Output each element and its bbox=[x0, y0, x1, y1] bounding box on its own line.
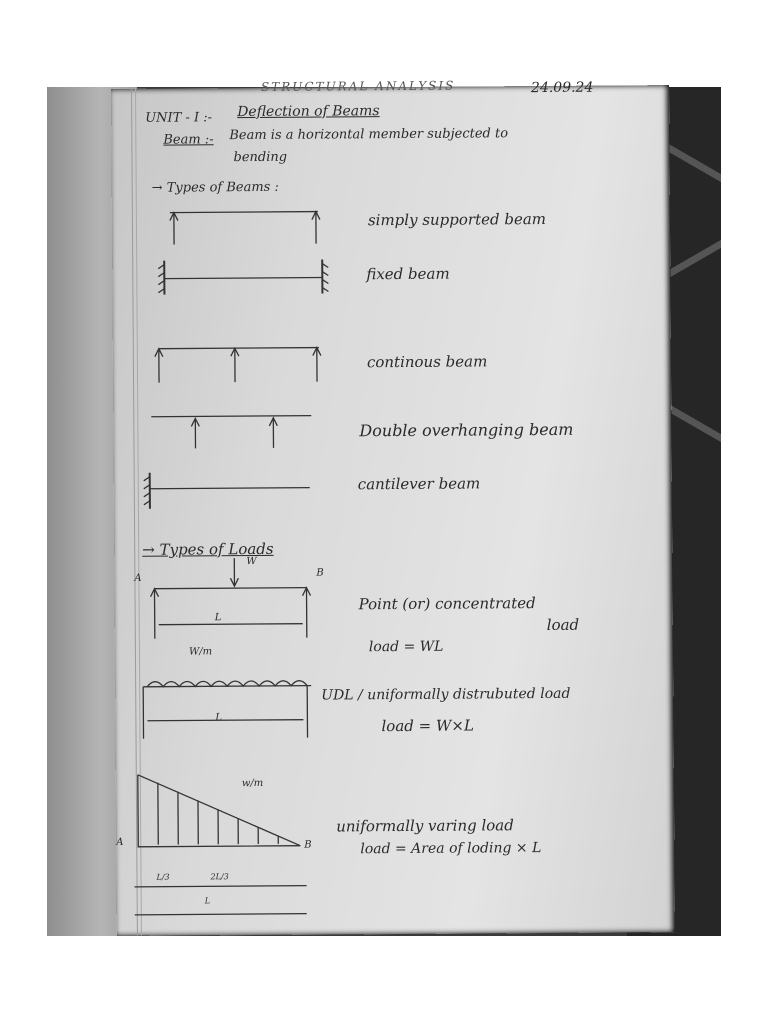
double-overhanging-sketch bbox=[151, 416, 311, 449]
uvl-seg1: L/3 bbox=[156, 872, 170, 882]
point-load-b: B bbox=[316, 567, 324, 579]
notebook-page bbox=[111, 78, 675, 936]
definition-text: Beam is a horizontal member subjected to bbox=[229, 126, 509, 144]
cantilever-sketch bbox=[144, 472, 310, 509]
simply-supported-sketch bbox=[170, 212, 320, 245]
unit-title: Deflection of Beams bbox=[237, 103, 380, 121]
continuous-beam-sketch bbox=[155, 348, 321, 383]
uvl-span: L bbox=[204, 896, 211, 906]
uvl-sketch bbox=[134, 774, 307, 915]
definition-term: Beam :- bbox=[163, 132, 214, 148]
point-load-w: W bbox=[246, 555, 257, 568]
uvl-w: w/m bbox=[241, 777, 264, 790]
uvl-formula: load = Area of loding × L bbox=[360, 840, 542, 858]
point-load-label: Point (or) concentrated bbox=[358, 594, 536, 614]
uvl-seg2: 2L/3 bbox=[210, 872, 229, 882]
point-load-span: L bbox=[214, 612, 222, 624]
udl-w: W/m bbox=[188, 646, 213, 658]
udl-label: UDL / uniformally distrubuted load bbox=[321, 685, 571, 704]
notebook-photo bbox=[47, 78, 721, 936]
page-header-text: STRUCTURAL ANALYSIS bbox=[260, 78, 456, 94]
fixed-beam-sketch bbox=[158, 259, 328, 294]
types-of-beams-heading: → Types of Beams : bbox=[151, 179, 279, 196]
udl-span: L bbox=[215, 712, 223, 724]
beam-sketches bbox=[111, 85, 675, 936]
uvl-label: uniformally varing load bbox=[336, 816, 514, 836]
unit-label: UNIT - I :- bbox=[145, 110, 213, 126]
uvl-b: B bbox=[304, 839, 312, 851]
uvl-a: A bbox=[116, 836, 124, 848]
point-load-a: A bbox=[134, 572, 142, 584]
beam-label: fixed beam bbox=[366, 264, 450, 284]
beam-label: simply supported beam bbox=[367, 209, 547, 230]
beam-label: Double overhanging beam bbox=[359, 419, 574, 441]
point-load-sketch bbox=[150, 555, 311, 639]
page-date: 24.09.24 bbox=[530, 79, 594, 97]
definition-text-cont: bending bbox=[233, 149, 288, 166]
point-load-label-cont: load bbox=[546, 615, 580, 634]
beam-label: cantilever beam bbox=[357, 474, 481, 494]
udl-sketch bbox=[143, 681, 311, 739]
types-of-loads-heading: → Types of Loads bbox=[142, 539, 274, 559]
beam-label: continous beam bbox=[366, 352, 488, 372]
point-load-formula: load = WL bbox=[368, 638, 444, 656]
udl-formula: load = W×L bbox=[381, 716, 474, 736]
